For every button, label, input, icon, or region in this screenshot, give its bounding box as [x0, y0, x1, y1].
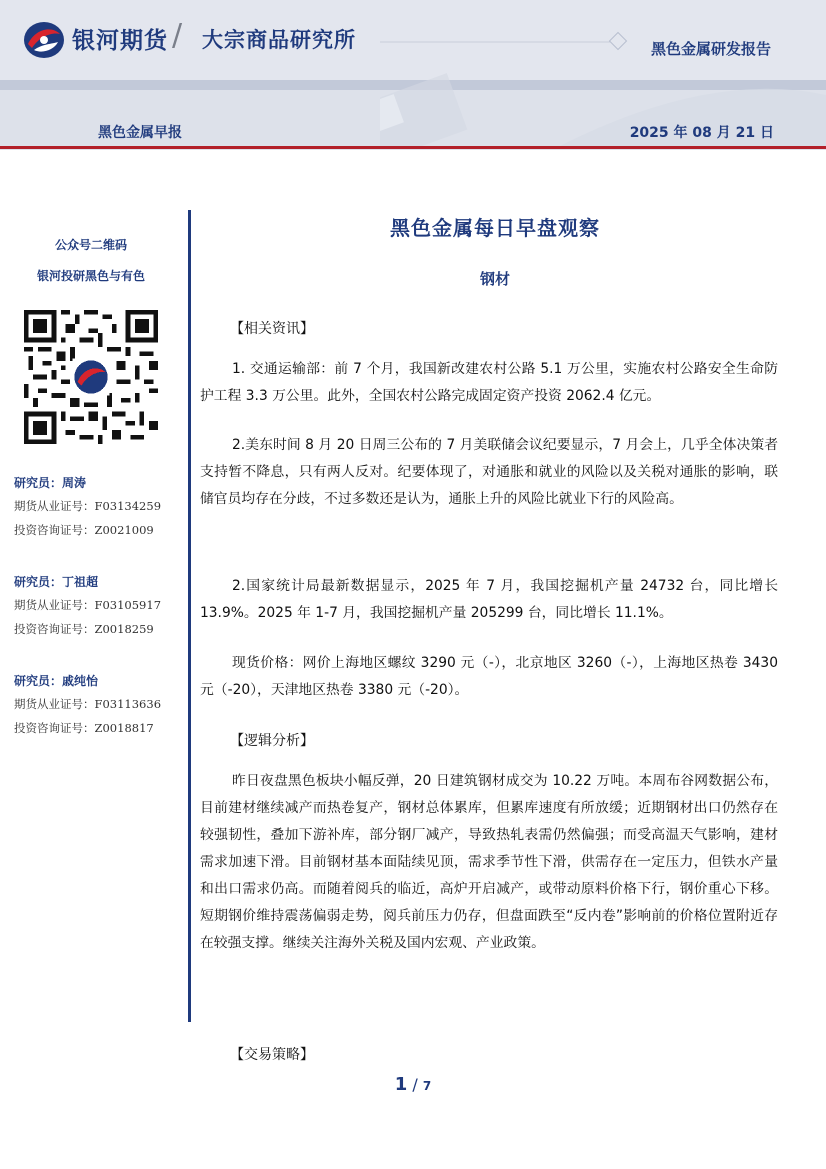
- qr-subtitle: 银河投研黑色与有色: [36, 269, 145, 283]
- total-pages: 7: [422, 1079, 432, 1093]
- advisory-license: 投资咨询证号：Z0018259: [14, 622, 154, 636]
- advisory-license: 投资咨询证号：Z0021009: [14, 523, 154, 537]
- document-title: 黑色金属每日早盘观察: [390, 216, 600, 240]
- report-header: [0, 0, 826, 150]
- section-heading-strategy: 【交易策略】: [230, 1047, 314, 1063]
- brand-name: 银河期货: [72, 28, 168, 54]
- analyst-name: 研究员：丁祖超: [14, 575, 99, 589]
- news-paragraph: 1. 交通运输部：前 7 个月，我国新改建农村公路 5.1 万公里，实施农村公路安全生命防护工程 3.3 万公里。此外，全国农村公路完成固定资产投资 2062.4 亿元。: [200, 361, 778, 404]
- analyst-card: [14, 672, 186, 744]
- page-number: [0, 1074, 826, 1095]
- wechat-qr-code[interactable]: [24, 310, 158, 444]
- analyst-card: [14, 474, 186, 546]
- header-red-rule: [0, 146, 826, 149]
- spot-price-paragraph: 现货价格：网价上海地区螺纹 3290 元（-），北京地区 3260（-），上海地区热卷 3430 元（-20），天津地区热卷 3380 元（-20）。: [200, 655, 778, 698]
- report-date: 2025 年 08 月 21 日: [629, 125, 774, 141]
- logic-paragraph: 昨日夜盘黑色板块小幅反弹，20 日建筑钢材成交为 10.22 万吨。本周布谷网数据公布，目前建材继续减产而热卷复产，钢材总体累库，但累库速度有所放缓；近期钢材出口仍然存在较强韧性，叠加下游补库，部分钢厂减产，导致热轧表需仍然偏强；而受高温天气影响，建材需求加速下滑。目前钢材基本面陆续见顶，需求季节性下滑，供需存在一定压力，但铁水产量和出口需求仍高。而随着阅兵的临近，高炉开启减产，或带动原料价格下行，钢价重心下移。短期钢价维持震荡偏弱走势，阅兵前压力仍存，但盘面跌至“反内卷”影响前的价格位置附近存在较强支撑。继续关注海外关税及国内宏观、产业政策。: [200, 773, 778, 951]
- section-heading-logic: 【逻辑分析】: [230, 733, 314, 749]
- qr-title: 公众号二维码: [54, 238, 127, 252]
- current-page: 1: [394, 1074, 408, 1095]
- report-series: 黑色金属早报: [98, 125, 182, 141]
- futures-license: 期货从业证号：F03113636: [14, 697, 162, 711]
- institute-name: 大宗商品研究所: [202, 28, 356, 52]
- analyst-card: [14, 573, 186, 645]
- section-heading-news: 【相关资讯】: [230, 321, 314, 337]
- advisory-license: 投资咨询证号：Z0018817: [14, 721, 154, 735]
- brand-separator: /: [172, 18, 183, 53]
- document-subtitle: 钢材: [479, 270, 510, 288]
- sidebar-divider: [188, 210, 191, 1022]
- futures-license: 期货从业证号：F03134259: [14, 499, 162, 513]
- galaxy-futures-logo-icon: [22, 20, 66, 60]
- analyst-name: 研究员：戚纯怡: [14, 674, 99, 688]
- report-type: 黑色金属研发报告: [650, 40, 771, 58]
- news-paragraph: 2.美东时间 8 月 20 日周三公布的 7 月美联储会议纪要显示，7 月会上，几乎全体决策者支持暂不降息，只有两人反对。纪要体现了，对通胀和就业的风险以及关税对通胀的影响，联储官员均存在分歧，不过多数还是认为，通胀上升的风险比就业下行的风险高。: [200, 437, 778, 507]
- futures-license: 期货从业证号：F03105917: [14, 598, 162, 612]
- news-paragraph: 2.国家统计局最新数据显示，2025 年 7 月，我国挖掘机产量 24732 台，同比增长 13.9%。2025 年 1-7 月，我国挖掘机产量 205299 台，同比增长 11.1%。: [200, 578, 778, 621]
- page-separator: /: [412, 1075, 418, 1094]
- analyst-name: 研究员：周涛: [14, 476, 87, 490]
